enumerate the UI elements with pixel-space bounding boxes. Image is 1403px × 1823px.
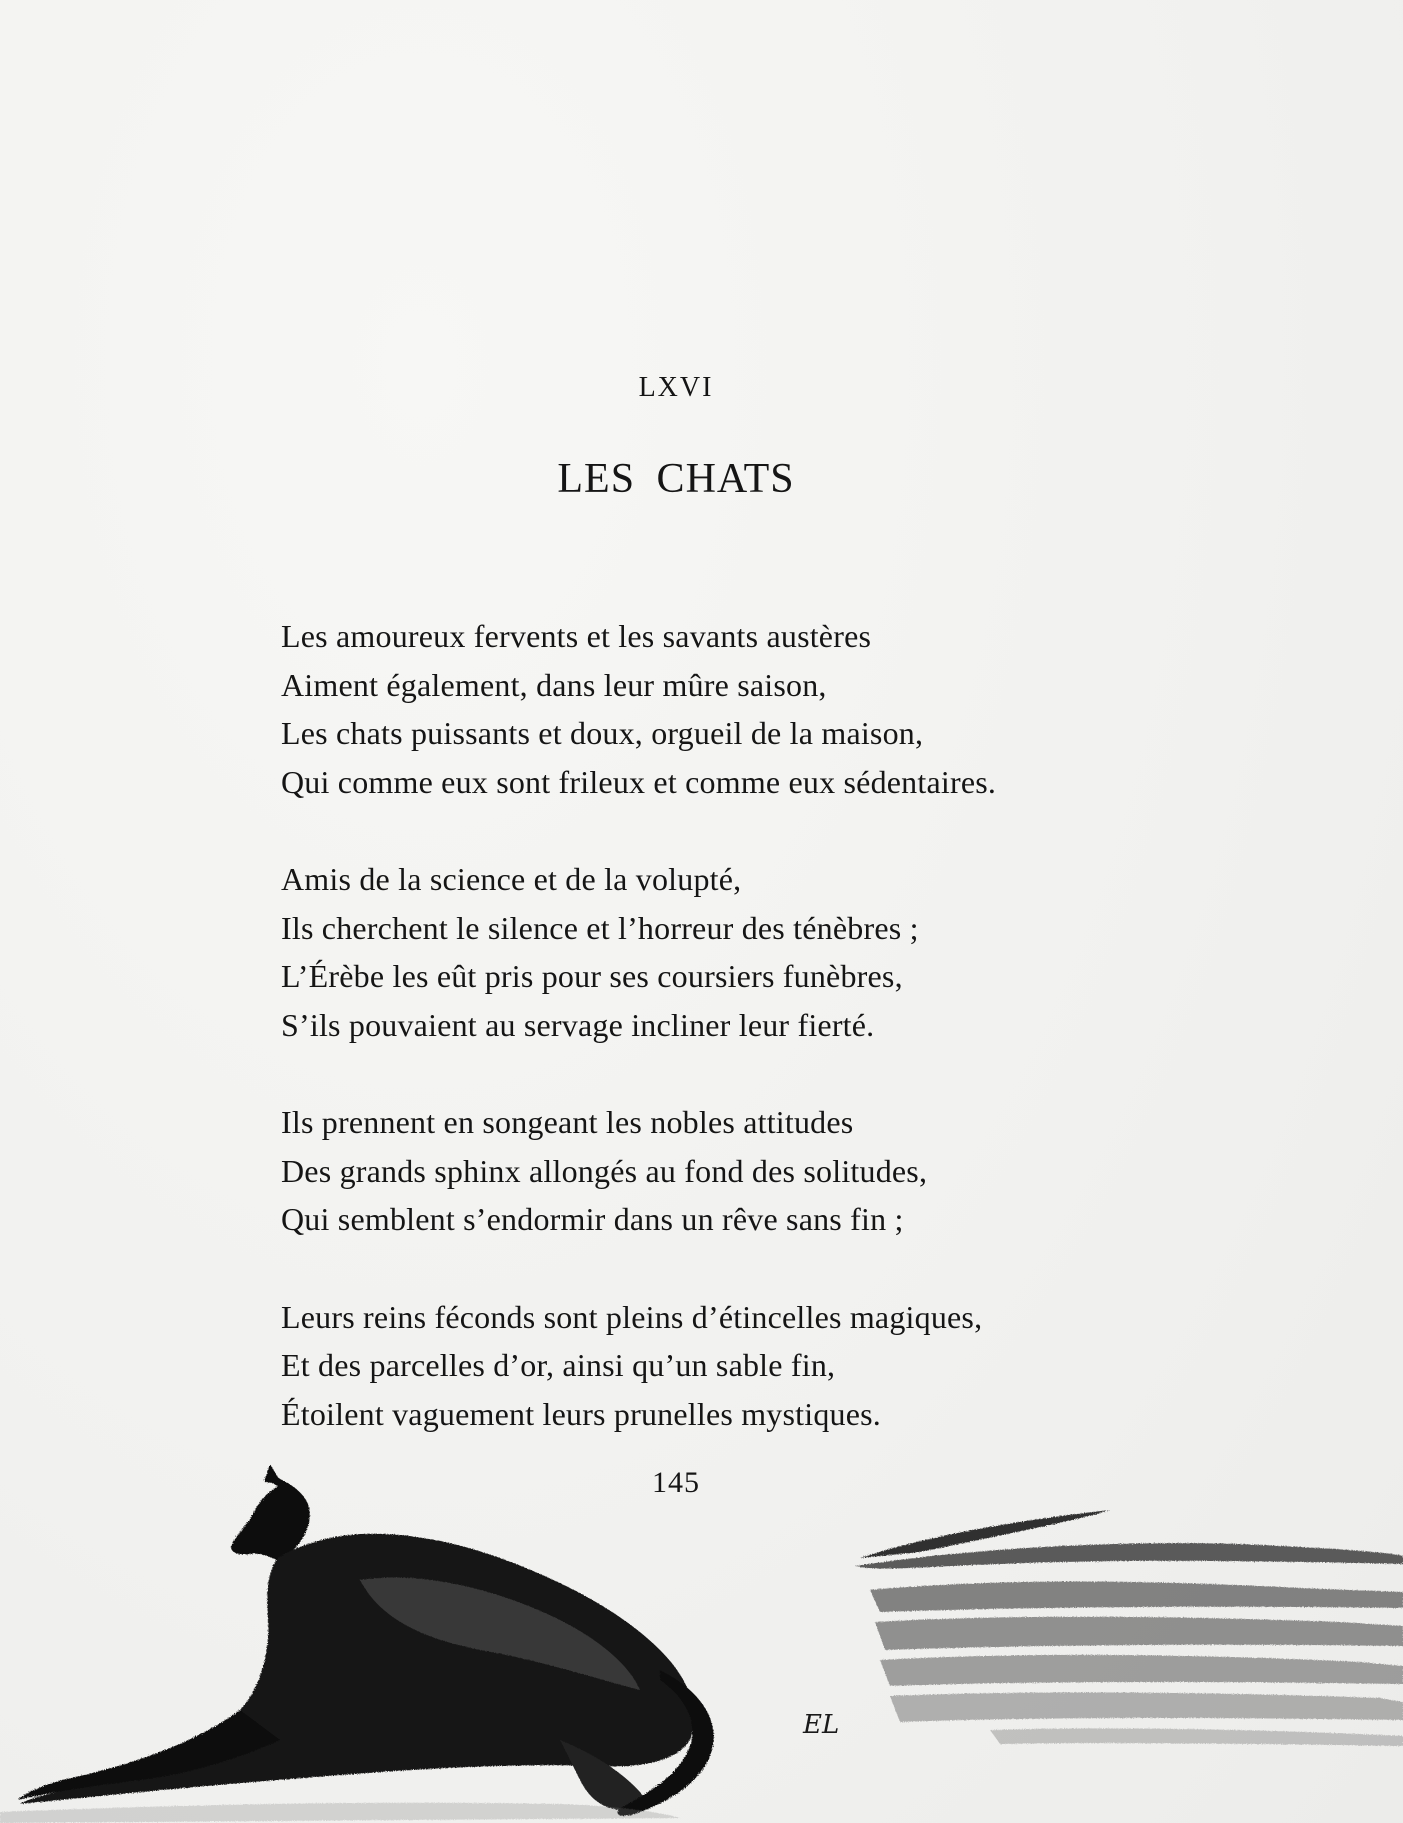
poem-line: Ils prennent en songeant les nobles attitudes (281, 1104, 854, 1140)
cat-figure (0, 1464, 714, 1823)
poem-title: LES CHATS (557, 456, 795, 502)
poem-line: Aiment également, dans leur mûre saison, (281, 666, 827, 703)
stanza-2 (281, 855, 1181, 1049)
poem-line: Leurs reins féconds sont pleins d’étincelles magiques, (281, 1298, 983, 1335)
poem-numeral: LXVI (638, 372, 714, 403)
brush-strokes (855, 1510, 1403, 1746)
cat-illustration (0, 1440, 1403, 1823)
page-number: 145 (652, 1466, 700, 1499)
stanza-4 (281, 1293, 1181, 1439)
poem-line: Qui comme eux sont frileux et comme eux sédentaires. (281, 763, 997, 800)
poem-line: L’Érèbe les eût pris pour ses coursiers funèbres, (281, 958, 903, 994)
stanza-3 (281, 1098, 1181, 1244)
poem-line: Amis de la science et de la volupté, (281, 861, 742, 897)
poem-line: Des grands sphinx allongés au fond des solitudes, (281, 1152, 928, 1189)
poem-line: Étoilent vaguement leurs prunelles mystiques. (281, 1395, 881, 1432)
poem-line: Les amoureux fervents et les savants austères (281, 618, 872, 654)
stanza-1 (281, 612, 1181, 806)
poem-line: S’ils pouvaient au servage incliner leur fierté. (281, 1006, 875, 1043)
artist-signature: EL (803, 1710, 840, 1740)
poem-body (281, 612, 1181, 1487)
poem-line: Et des parcelles d’or, ainsi qu’un sable fin, (281, 1347, 836, 1383)
poem-line: Les chats puissants et doux, orgueil de la maison, (281, 715, 924, 751)
poem-line: Qui semblent s’endormir dans un rêve sans fin ; (281, 1201, 904, 1237)
poem-line: Ils cherchent le silence et l’horreur des ténèbres ; (281, 909, 919, 946)
